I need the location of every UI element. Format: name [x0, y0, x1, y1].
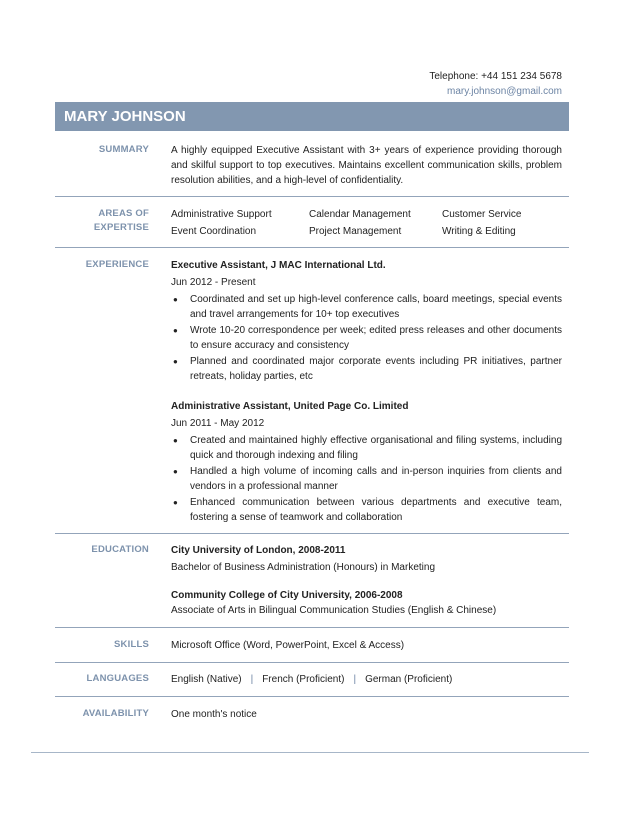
- bullet-icon: ●: [173, 295, 178, 304]
- job-title: Executive Assistant, J MAC International Ltd.: [171, 260, 386, 271]
- education-entry: [171, 588, 562, 618]
- education-content: [171, 543, 562, 618]
- availability-text: One month's notice: [171, 709, 257, 720]
- expertise-grid: [171, 207, 562, 239]
- list-item: [171, 323, 562, 353]
- job-bullets: [171, 433, 562, 525]
- telephone: Telephone: +44 151 234 5678: [429, 71, 562, 82]
- skills-text: Microsoft Office (Word, PowerPoint, Excel & Access): [171, 640, 405, 651]
- availability-section: [55, 707, 569, 727]
- bullet-text: Enhanced communication between various departments and executive team, fostering a sense of teamwork and collaboration: [190, 497, 562, 523]
- list-item: [171, 433, 562, 463]
- bullet-icon: ●: [173, 326, 178, 335]
- job-dates: Jun 2012 - Present: [171, 277, 256, 288]
- bullet-icon: ●: [173, 436, 178, 445]
- list-item: [171, 464, 562, 494]
- skills-label: SKILLS: [114, 639, 149, 650]
- education-label: EDUCATION: [91, 544, 149, 555]
- language-item: German (Proficient): [365, 674, 453, 685]
- availability-label: AVAILABILITY: [82, 708, 149, 719]
- divider: [55, 662, 569, 663]
- expertise-section: [55, 207, 569, 243]
- name-header: MARY JOHNSON: [55, 102, 569, 131]
- experience-section: [55, 258, 569, 530]
- job-dates: Jun 2011 - May 2012: [171, 418, 265, 429]
- divider: [55, 533, 569, 534]
- languages-section: [55, 672, 569, 692]
- bullet-icon: ●: [173, 357, 178, 366]
- bullet-text: Coordinated and set up high-level conference calls, board meetings, special events and travel arrangements for 10+ top executives: [190, 294, 562, 320]
- bullet-text: Wrote 10-20 correspondence per week; edited press releases and other documents to ensure accuracy and consistency: [190, 325, 562, 351]
- job-bullets: [171, 292, 562, 384]
- skills-section: [55, 638, 569, 658]
- list-item: [171, 495, 562, 525]
- expertise-item: Customer Service: [442, 209, 522, 220]
- job-entry: [171, 399, 562, 525]
- divider: [55, 247, 569, 248]
- experience-content: [171, 258, 562, 526]
- bullet-text: Handled a high volume of incoming calls and in-person inquiries from clients and vendors in a professional manner: [190, 466, 562, 492]
- bullet-icon: ●: [173, 498, 178, 507]
- job-entry: [171, 258, 562, 384]
- expertise-item: Administrative Support: [171, 209, 272, 220]
- divider: [55, 627, 569, 628]
- bullet-icon: ●: [173, 467, 178, 476]
- footer-divider: [31, 752, 589, 753]
- separator: |: [353, 674, 357, 685]
- expertise-item: Calendar Management: [309, 209, 411, 220]
- list-item: [171, 292, 562, 322]
- language-item: French (Proficient): [262, 674, 345, 685]
- expertise-item: Writing & Editing: [442, 226, 516, 237]
- bullet-text: Planned and coordinated major corporate events including PR initiatives, partner retreats, holiday parties, etc: [190, 356, 562, 382]
- summary-text: A highly equipped Executive Assistant with 3+ years of experience providing thorough and skilful support to top executives. Maintains excellent communication skills, problem resolution abilities, and a high-level of confidentiality.: [171, 145, 562, 186]
- bullet-text: Created and maintained highly effective organisational and filing systems, including quick and thorough indexing and filing: [190, 435, 562, 461]
- divider: [55, 696, 569, 697]
- expertise-item: Project Management: [309, 226, 402, 237]
- separator: |: [250, 674, 254, 685]
- degree: Bachelor of Business Administration (Honours) in Marketing: [171, 562, 436, 573]
- education-section: [55, 543, 569, 623]
- summary-section: [55, 143, 569, 195]
- email-link[interactable]: mary.johnson@gmail.com: [446, 86, 562, 97]
- expertise-label-line1: AREAS OF: [98, 208, 149, 219]
- list-item: [171, 354, 562, 384]
- contact-block: [429, 69, 562, 99]
- expertise-label: [55, 207, 149, 235]
- job-title: Administrative Assistant, United Page Co. Limited: [171, 401, 409, 412]
- languages-list: [171, 672, 562, 687]
- degree: Associate of Arts in Bilingual Communication Studies (English & Chinese): [171, 605, 497, 616]
- divider: [55, 196, 569, 197]
- languages-label: LANGUAGES: [86, 673, 149, 684]
- experience-label: EXPERIENCE: [85, 259, 149, 270]
- language-item: English (Native): [171, 674, 242, 685]
- school-name: Community College of City University, 2006-2008: [171, 590, 403, 601]
- summary-label: SUMMARY: [98, 144, 149, 155]
- expertise-item: Event Coordination: [171, 226, 257, 237]
- school-name: City University of London, 2008-2011: [171, 545, 346, 556]
- expertise-label-line2: EXPERTISE: [93, 222, 149, 233]
- education-entry: [171, 543, 562, 575]
